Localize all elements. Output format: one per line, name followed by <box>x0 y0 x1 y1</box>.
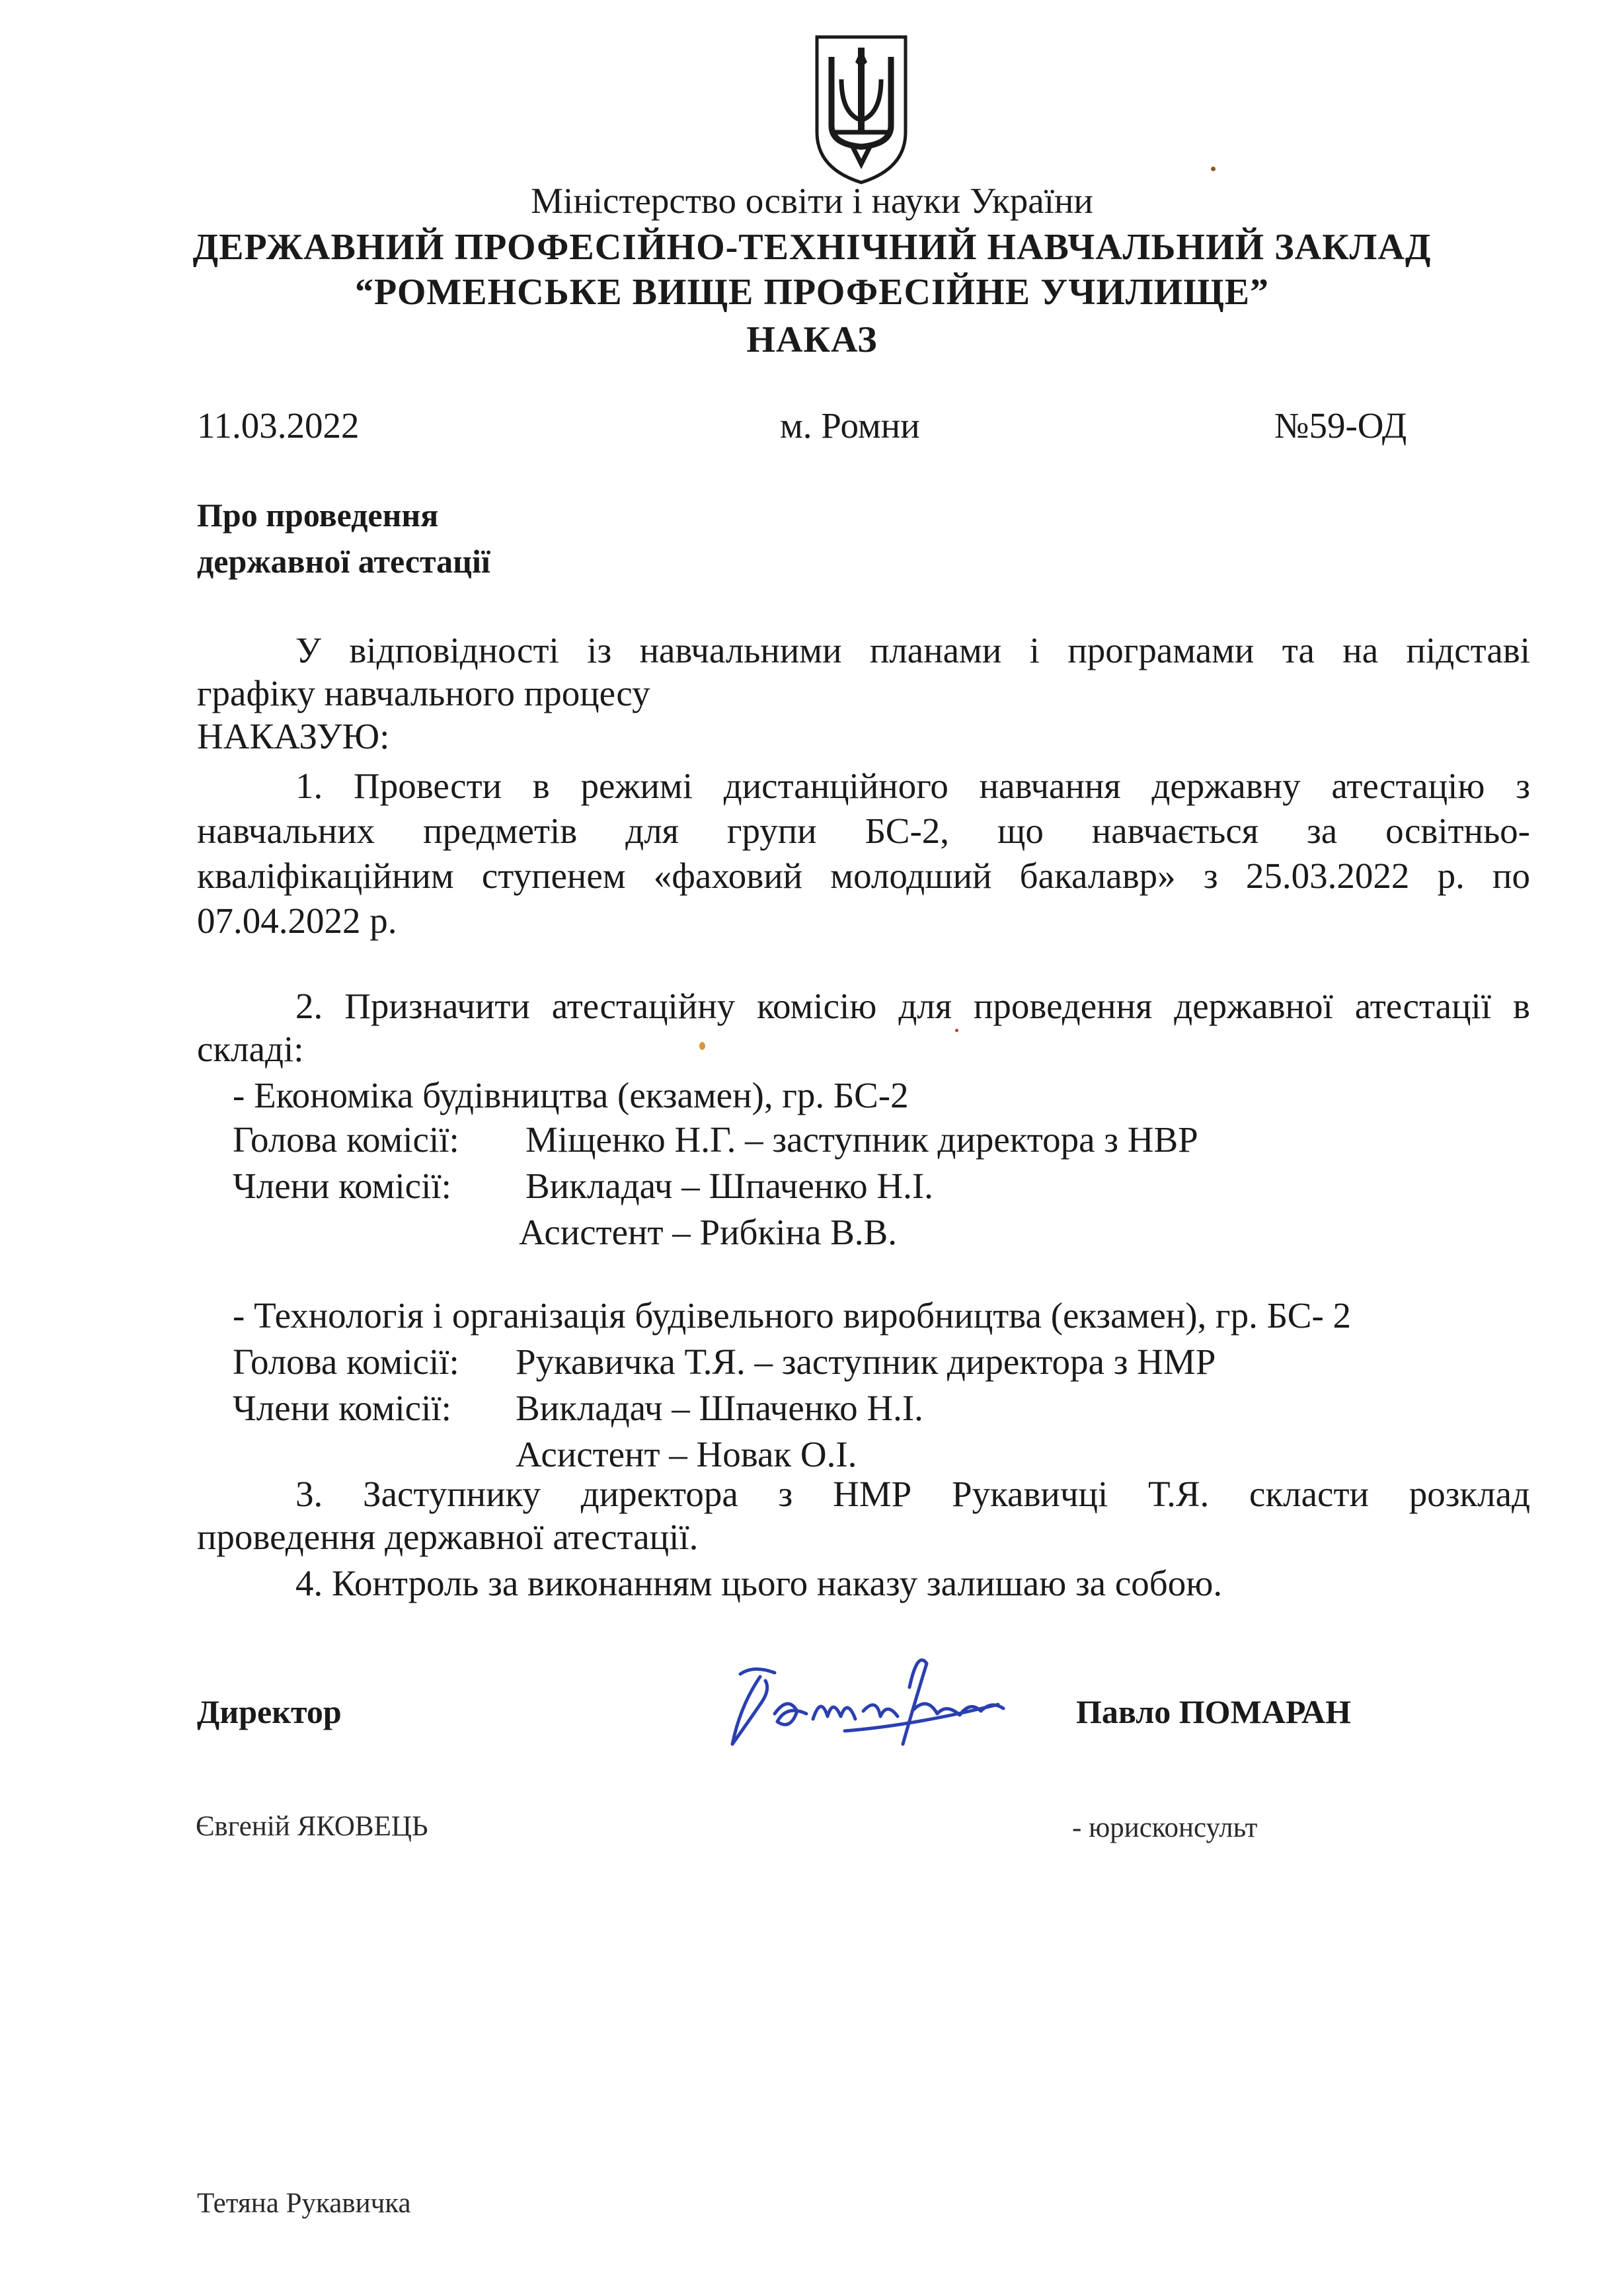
chair-1: Міщенко Н.Г. – заступник директора з НВР <box>525 1119 1198 1160</box>
lawyer-role: - юрисконсульт <box>1072 1812 1258 1843</box>
chair-label-1: Голова комісії: <box>233 1119 459 1160</box>
members-label-1: Члени комісії: <box>233 1166 451 1206</box>
trident-coat-of-arms-icon <box>812 33 911 185</box>
item1-line2: навчальних предметів для групи БС-2, що навчається за освітньо- <box>197 811 1530 851</box>
executor-name: Тетяна Рукавичка <box>197 2188 411 2219</box>
item1-line3: кваліфікаційним ступенем «фаховий молодший бакалавр» з 25.03.2022 р. по <box>197 856 1530 896</box>
member-1a: Викладач – Шпаченко Н.І. <box>525 1166 933 1206</box>
member-2a: Викладач – Шпаченко Н.І. <box>516 1388 923 1428</box>
item4-line1: 4. Контроль за виконанням цього наказу залишаю за собою. <box>295 1563 1223 1603</box>
order-word: НАКАЗУЮ: <box>197 716 390 756</box>
subject-line1: Про проведення <box>197 497 439 534</box>
institution-title-line1: ДЕРЖАВНИЙ ПРОФЕСІЙНО-ТЕХНІЧНИЙ НАВЧАЛЬНИЙ ЗАКЛАД <box>192 227 1432 268</box>
item1-line4: 07.04.2022 р. <box>197 900 397 941</box>
document-type: НАКАЗ <box>746 319 878 360</box>
institution-title-line2: “РОМЕНСЬКЕ ВИЩЕ ПРОФЕСІЙНЕ УЧИЛИЩЕ” <box>354 272 1270 313</box>
scan-speck <box>955 1029 958 1032</box>
handwritten-signature <box>714 1626 1031 1765</box>
member-2b: Асистент – Новак О.І. <box>516 1434 857 1474</box>
exam-subject-2: - Технологія і організація будівельного виробництва (екзамен), гр. БС- 2 <box>233 1295 1352 1336</box>
lawyer-name: Євгеній ЯКОВЕЦЬ <box>196 1811 428 1842</box>
order-city: м. Ромни <box>780 405 920 446</box>
chair-label-2: Голова комісії: <box>233 1341 459 1382</box>
preamble-line2: графіку навчального процесу <box>197 673 650 713</box>
subject-line2: державної атестації <box>197 543 490 580</box>
scan-speck <box>1211 167 1216 171</box>
ministry-title: Міністерство освіти і науки України <box>531 180 1093 221</box>
item1-line1: 1. Провести в режимі дистанційного навчання державну атестацію з <box>295 766 1530 806</box>
scan-speck <box>699 1042 705 1050</box>
signatory-position: Директор <box>197 1693 342 1730</box>
item3-line1: 3. Заступнику директора з НМР Рукавичці Т.Я. скласти розклад <box>295 1474 1530 1514</box>
item2-line1: 2. Призначити атестаційну комісію для проведення державної атестації в <box>295 986 1530 1026</box>
members-label-2: Члени комісії: <box>233 1388 451 1428</box>
exam-subject-1: - Економіка будівництва (екзамен), гр. БС-2 <box>233 1075 909 1115</box>
item2-line2: складі: <box>197 1029 304 1069</box>
order-number: №59-ОД <box>1274 405 1407 446</box>
signatory-name: Павло ПОМАРАН <box>1076 1693 1352 1730</box>
member-1b: Асистент – Рибкіна В.В. <box>519 1212 897 1252</box>
chair-2: Рукавичка Т.Я. – заступник директора з НМР <box>516 1341 1216 1382</box>
preamble-line1: У відповідності із навчальними планами і програмами та на підставі <box>295 630 1530 670</box>
item3-line2: проведення державної атестації. <box>197 1517 699 1557</box>
order-date: 11.03.2022 <box>197 405 360 446</box>
